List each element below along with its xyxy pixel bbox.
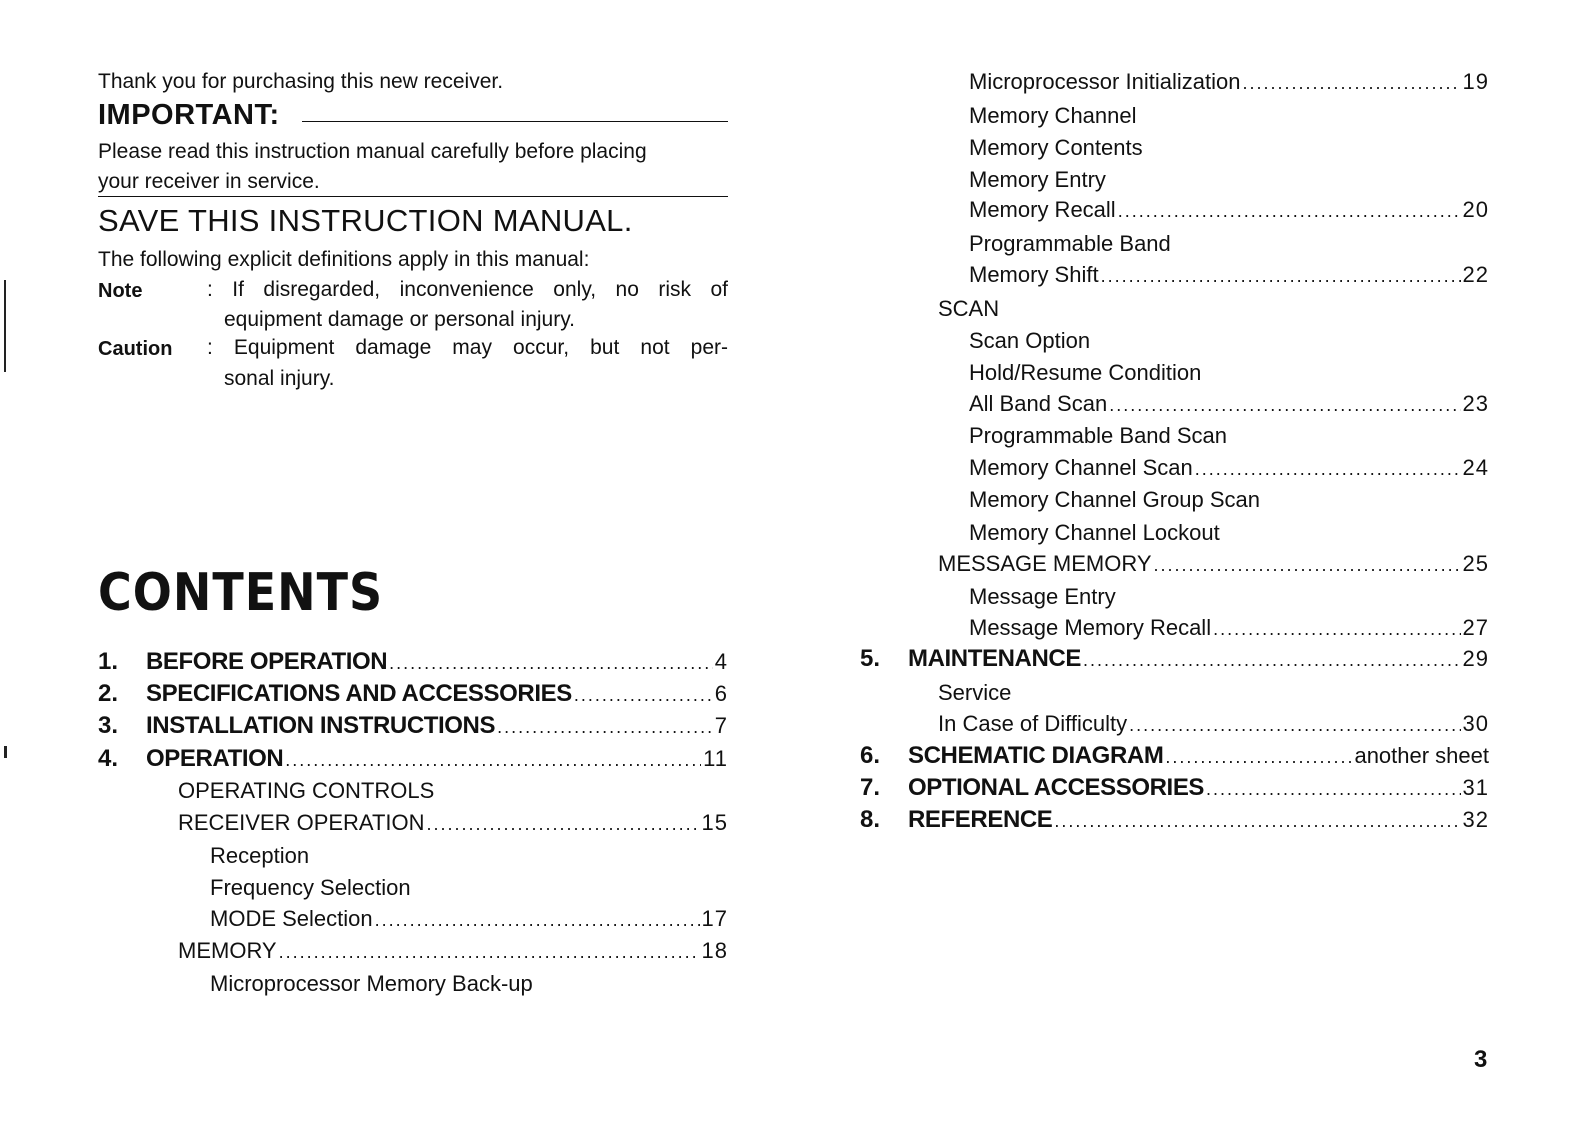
toc-entry-label: Memory Channel Lockout (969, 520, 1220, 545)
toc-entry-label: MODE Selection (210, 906, 373, 931)
toc-entry-page: 30 (1462, 711, 1489, 736)
toc-dot-leader (1101, 266, 1461, 287)
toc-entry-label: BEFORE OPERATION (146, 648, 388, 675)
toc-entry-label: All Band Scan (969, 391, 1108, 416)
toc-entry[interactable] (969, 167, 1489, 193)
toc-entry[interactable] (938, 680, 1489, 706)
toc-entry[interactable] (860, 806, 1489, 834)
toc-entry-label: Programmable Band Scan (969, 423, 1228, 448)
toc-entry[interactable] (210, 875, 728, 901)
scan-edge-mark (4, 280, 6, 372)
toc-entry[interactable] (969, 103, 1489, 129)
toc-entry-number: 6. (860, 742, 881, 769)
important-rule (302, 121, 728, 122)
toc-entry[interactable] (969, 391, 1489, 417)
toc-entry-page: 29 (1462, 646, 1489, 671)
toc-entry[interactable] (210, 906, 728, 932)
toc-entry[interactable] (178, 778, 728, 804)
toc-entry-label: In Case of Difficulty (938, 711, 1128, 736)
toc-entry[interactable] (969, 520, 1489, 546)
toc-entry[interactable] (98, 680, 728, 708)
toc-entry[interactable] (969, 231, 1489, 257)
important-text-line2: your receiver in service. (98, 170, 320, 193)
toc-dot-leader (1083, 650, 1461, 671)
toc-entry-label: Memory Entry (969, 167, 1106, 192)
toc-entry-page: 17 (701, 906, 728, 931)
toc-entry-number: 2. (98, 680, 119, 707)
toc-entry-page: 27 (1462, 615, 1489, 640)
toc-entry[interactable] (98, 712, 728, 740)
toc-entry-label: Microprocessor Memory Back-up (210, 971, 533, 996)
toc-entry-page: 32 (1462, 807, 1489, 832)
toc-entry[interactable] (860, 774, 1489, 802)
toc-entry-page: 24 (1462, 455, 1489, 480)
important-bottom-rule (98, 196, 728, 197)
toc-entry[interactable] (938, 296, 1489, 322)
toc-dot-leader (285, 750, 701, 771)
toc-entry-label: RECEIVER OPERATION (178, 810, 425, 835)
scan-edge-mark (4, 746, 7, 758)
toc-entry-label: Programmable Band (969, 231, 1171, 256)
toc-entry-label: Frequency Selection (210, 875, 411, 900)
toc-entry[interactable] (969, 69, 1489, 95)
toc-dot-leader (497, 717, 713, 738)
definition-text-note-line1: : If disregarded, inconvenience only, no risk of (207, 278, 728, 301)
toc-entry-page: 19 (1462, 69, 1489, 94)
toc-dot-leader (1154, 555, 1461, 576)
definition-text-caution-line1: : Equipment damage may occur, but not per- (207, 336, 728, 359)
definition-term-note: Note (98, 280, 143, 302)
definition-text-caution-line2: sonal injury. (224, 367, 335, 390)
thanks-text: Thank you for purchasing this new receiver. (98, 70, 504, 93)
toc-dot-leader (1118, 201, 1461, 222)
toc-dot-leader (1054, 811, 1460, 832)
important-text-line1: Please read this instruction manual carefully before placing (98, 140, 647, 163)
toc-entry-label: Scan Option (969, 328, 1091, 353)
toc-entry-label: OPERATING CONTROLS (178, 778, 435, 803)
save-heading: SAVE THIS INSTRUCTION MANUAL. (98, 203, 633, 238)
contents-heading: CONTENTS (98, 562, 384, 623)
toc-entry-label: Message Memory Recall (969, 615, 1212, 640)
toc-entry[interactable] (969, 360, 1489, 386)
toc-entry-page: 18 (701, 938, 728, 963)
toc-entry-label: Memory Channel (969, 103, 1137, 128)
toc-dot-leader (1206, 779, 1460, 800)
toc-entry[interactable] (969, 615, 1489, 641)
toc-entry-label: OPERATION (146, 745, 284, 772)
toc-entry[interactable] (969, 584, 1489, 610)
toc-entry-number: 3. (98, 712, 119, 739)
toc-dot-leader (279, 942, 700, 963)
toc-entry-number: 4. (98, 745, 119, 772)
definition-term-caution: Caution (98, 338, 173, 360)
toc-entry[interactable] (969, 487, 1489, 513)
toc-entry[interactable] (860, 645, 1489, 673)
toc-entry[interactable] (969, 455, 1489, 481)
toc-entry-label: Microprocessor Initialization (969, 69, 1241, 94)
toc-entry-label: Memory Contents (969, 135, 1143, 160)
toc-entry-label: INSTALLATION INSTRUCTIONS (146, 712, 496, 739)
toc-entry-page: 25 (1462, 551, 1489, 576)
toc-dot-leader (1129, 715, 1460, 736)
toc-entry[interactable] (210, 971, 728, 997)
page-number: 3 (1474, 1046, 1488, 1073)
toc-entry[interactable] (938, 551, 1489, 577)
toc-entry-page: 15 (701, 810, 728, 835)
toc-dot-leader (1165, 747, 1352, 768)
toc-entry-label: Hold/Resume Condition (969, 360, 1202, 385)
toc-entry-label: Message Entry (969, 584, 1116, 609)
toc-entry-number: 1. (98, 648, 119, 675)
toc-entry-label: Reception (210, 843, 310, 868)
toc-entry-label: MESSAGE MEMORY (938, 551, 1152, 576)
toc-entry-page: 7 (714, 713, 728, 738)
toc-entry-label: OPTIONAL ACCESSORIES (908, 774, 1205, 801)
toc-entry-page: 22 (1462, 262, 1489, 287)
toc-dot-leader (375, 910, 700, 931)
toc-entry-label: Service (938, 680, 1012, 705)
toc-entry[interactable] (938, 711, 1489, 737)
toc-entry[interactable] (969, 197, 1489, 223)
toc-entry[interactable] (860, 742, 1489, 770)
toc-entry[interactable] (178, 938, 728, 964)
toc-entry-label: Memory Shift (969, 262, 1099, 287)
definitions-intro: The following explicit definitions apply in this manual: (98, 248, 590, 271)
toc-entry[interactable] (969, 423, 1489, 449)
important-heading: IMPORTANT: (98, 99, 280, 131)
toc-entry-page: 6 (714, 681, 728, 706)
toc-entry-number: 5. (860, 645, 881, 672)
toc-entry-page: 11 (703, 746, 728, 771)
definition-text-note-line2: equipment damage or personal injury. (224, 308, 575, 331)
toc-entry[interactable] (969, 328, 1489, 354)
toc-entry[interactable] (178, 810, 728, 836)
toc-entry-label: Memory Channel Group Scan (969, 487, 1261, 512)
toc-entry-number: 8. (860, 806, 881, 833)
toc-dot-leader (1195, 459, 1461, 480)
toc-entry-label: Memory Recall (969, 197, 1116, 222)
toc-entry[interactable] (969, 135, 1489, 161)
toc-dot-leader (1242, 73, 1460, 94)
toc-dot-leader (1109, 395, 1460, 416)
toc-entry-page: another sheet (1354, 743, 1489, 768)
toc-entry-label: SCHEMATIC DIAGRAM (908, 742, 1164, 769)
toc-entry-page: 4 (714, 649, 728, 674)
toc-entry[interactable] (210, 843, 728, 869)
toc-entry-number: 7. (860, 774, 881, 801)
toc-entry-label: REFERENCE (908, 806, 1053, 833)
toc-dot-leader (427, 814, 700, 835)
toc-entry[interactable] (969, 262, 1489, 288)
toc-entry-label: MAINTENANCE (908, 645, 1081, 672)
toc-entry-label: MEMORY (178, 938, 277, 963)
toc-entry-label: SCAN (938, 296, 1000, 321)
toc-entry[interactable] (98, 745, 728, 773)
toc-entry-page: 20 (1462, 197, 1489, 222)
toc-dot-leader (389, 653, 713, 674)
toc-dot-leader (1213, 619, 1460, 640)
toc-entry-page: 31 (1462, 775, 1489, 800)
toc-entry-page: 23 (1462, 391, 1489, 416)
toc-entry-label: SPECIFICATIONS AND ACCESSORIES (146, 680, 572, 707)
toc-entry[interactable] (98, 648, 728, 676)
toc-dot-leader (574, 685, 713, 706)
toc-entry-label: Memory Channel Scan (969, 455, 1193, 480)
